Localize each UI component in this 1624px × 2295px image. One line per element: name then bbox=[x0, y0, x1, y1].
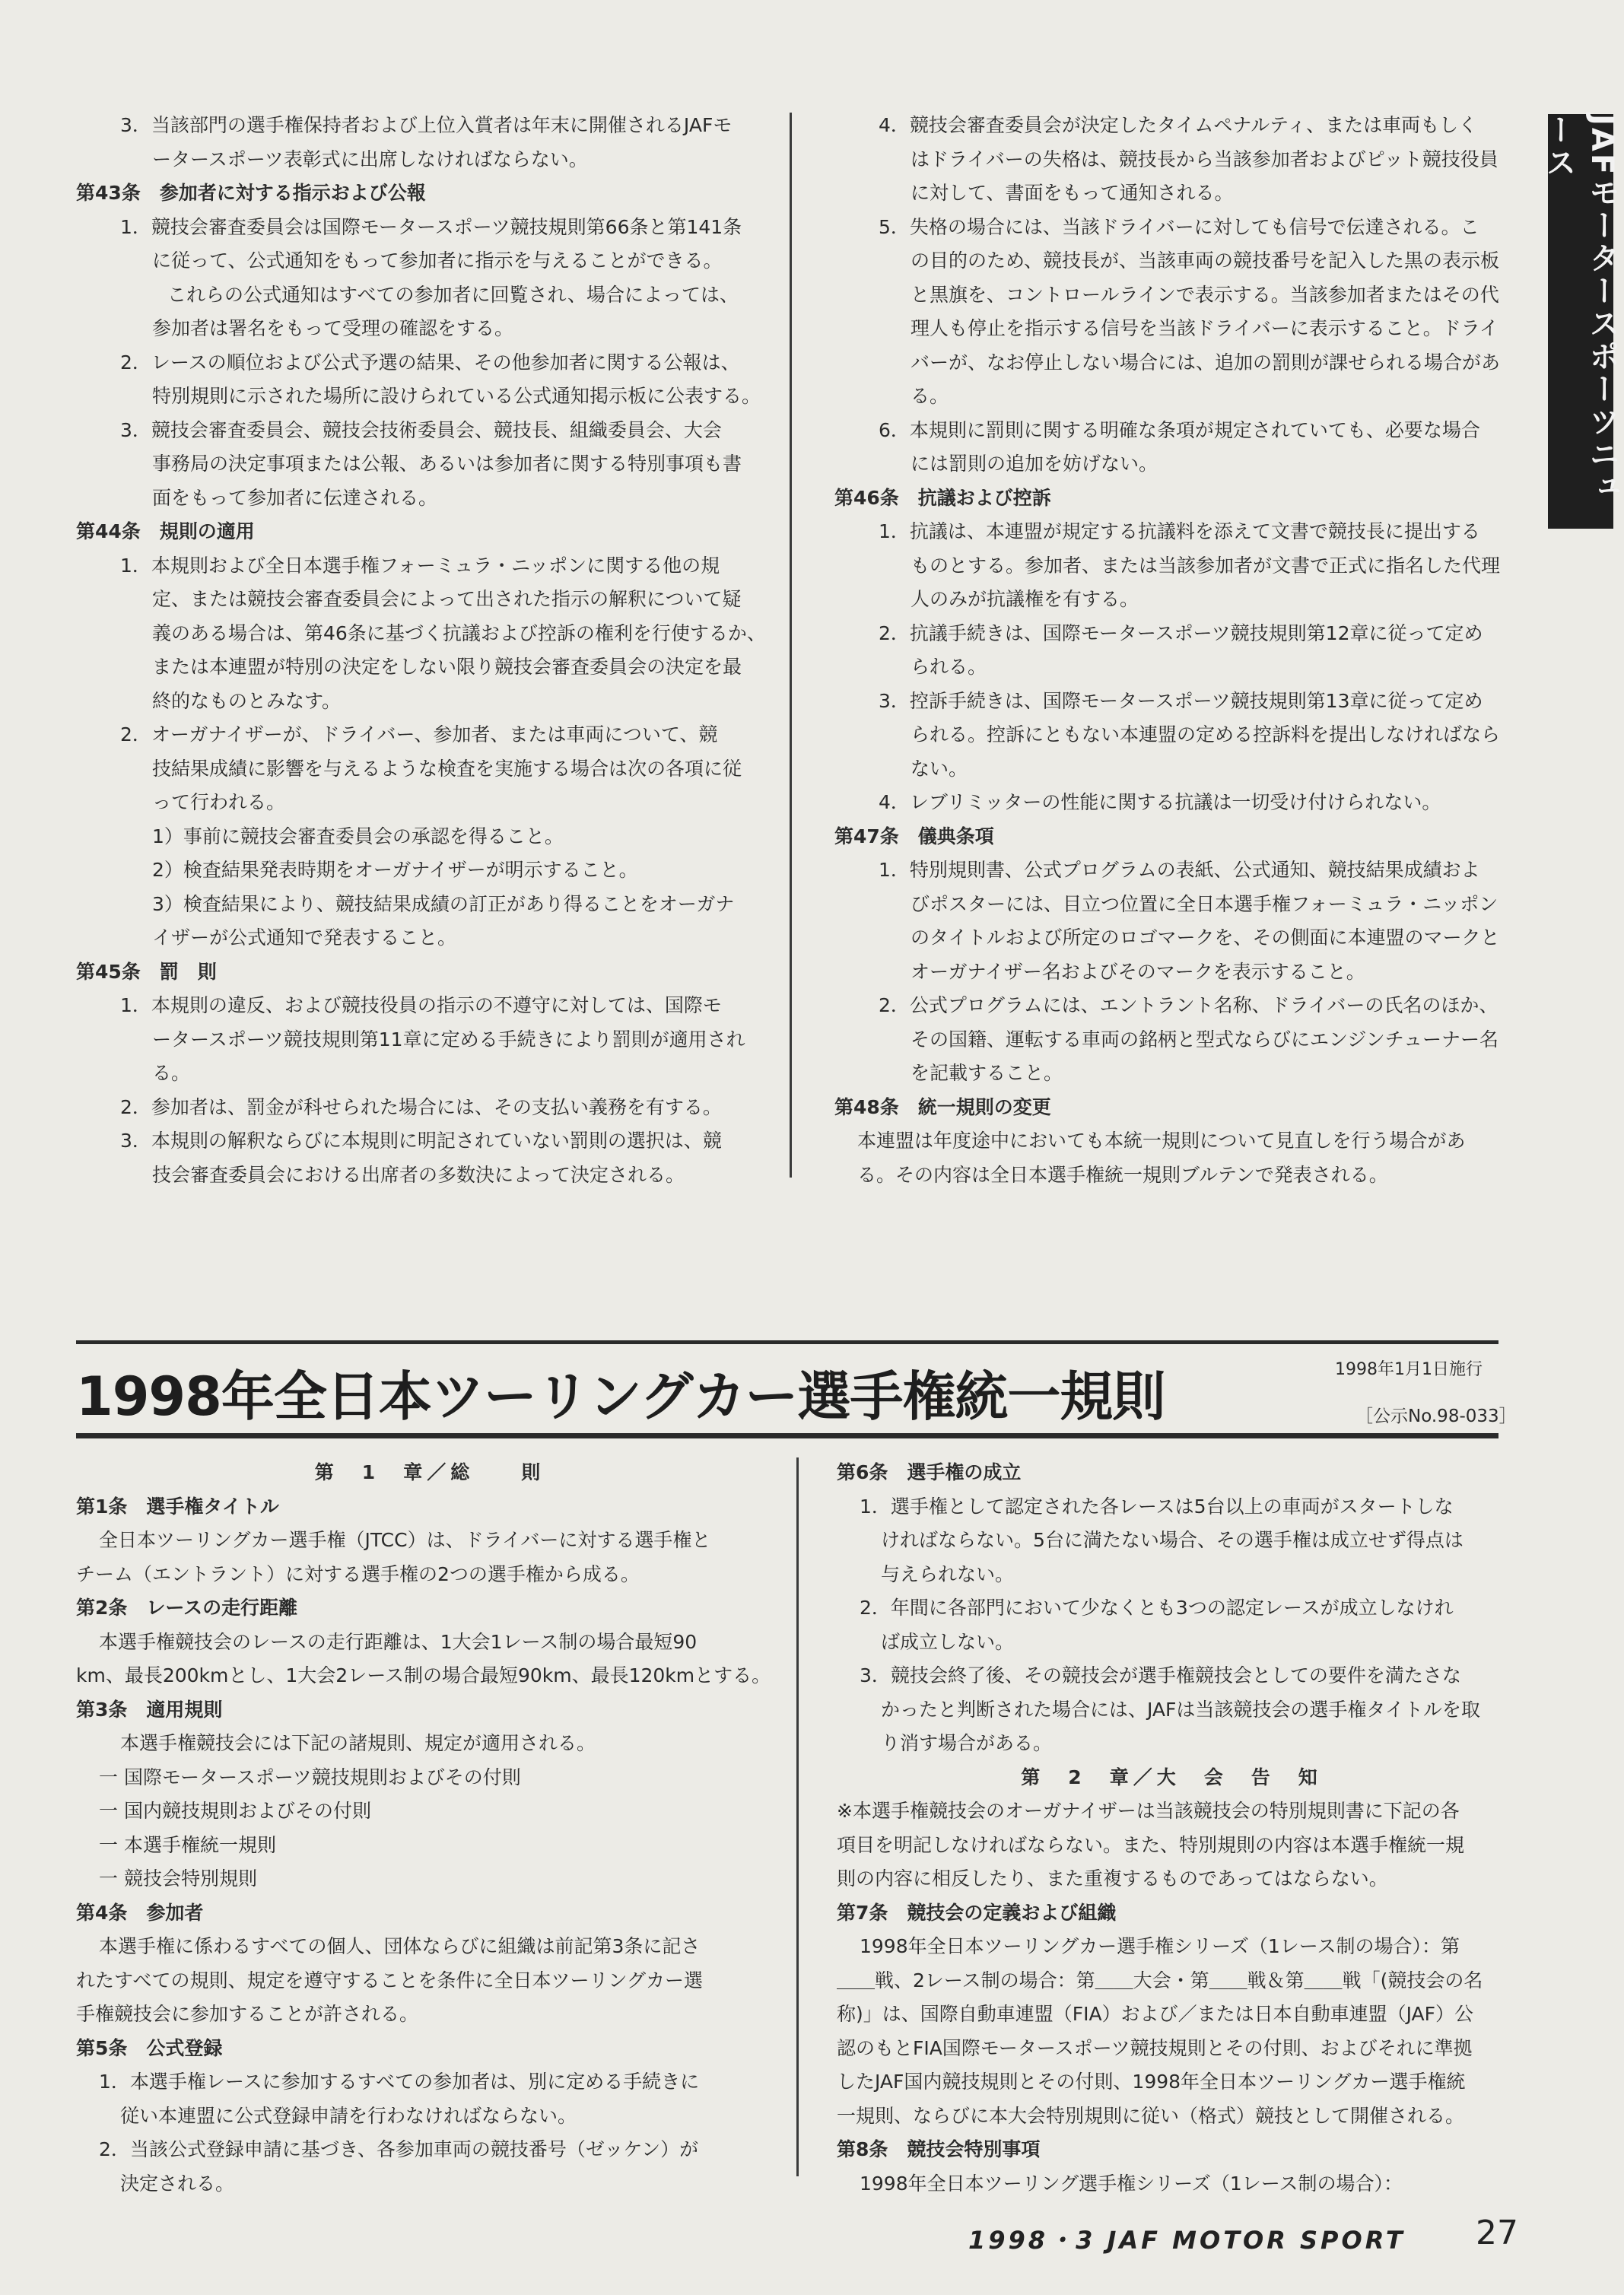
article-heading: 第46条 抗議および控訴 bbox=[834, 486, 1051, 509]
text-line: ない。 bbox=[911, 757, 968, 780]
article-heading: 第3条 適用規則 bbox=[76, 1698, 223, 1721]
article-heading: 第47条 儀典条項 bbox=[834, 825, 994, 847]
magazine-footer: 1998・3 JAF MOTOR SPORT bbox=[968, 2226, 1406, 2255]
text-line: イザーが公式通知で発表すること。 bbox=[152, 927, 457, 949]
text-line: 3．競技会審査委員会、競技会技術委員会、競技長、組織委員会、大会 bbox=[120, 418, 722, 441]
text-line: 手権競技会に参加することが許される。 bbox=[76, 2003, 419, 2025]
text-line: ータースポーツ競技規則第11章に定める手続きにより罰則が適用され bbox=[152, 1028, 745, 1051]
text-line: 面をもって参加者に伝達される。 bbox=[152, 486, 438, 509]
text-line: 2．レースの順位および公式予選の結果、その他参加者に関する公報は、 bbox=[120, 351, 740, 373]
text-line: 6．本規則に罰則に関する明確な条項が規定されていても、必要な場合 bbox=[879, 418, 1480, 441]
text-line: られる。控訴にともない本連盟の定める控訴料を提出しなければなら bbox=[911, 723, 1501, 745]
text-line: る。その内容は全日本選手権統一規則ブルテンで発表される。 bbox=[857, 1163, 1388, 1186]
text-line: 事務局の決定事項または公報、あるいは参加者に関する特別事項も書 bbox=[152, 453, 742, 475]
text-line: 1．特別規則書、公式プログラムの表紙、公式通知、競技結果成績およ bbox=[879, 859, 1480, 881]
text-line: 1998年全日本ツーリング選手権シリーズ（1レース制の場合）： bbox=[860, 2172, 1403, 2195]
article-heading: 第45条 罰 則 bbox=[76, 960, 217, 983]
text-line: 1．本規則の違反、および競技役員の指示の不遵守に対しては、国際モ bbox=[120, 994, 722, 1016]
text-line: 2．オーガナイザーが、ドライバー、参加者、または車両について、競 bbox=[120, 723, 718, 745]
text-line: 項目を明記しなければならない。また、特別規則の内容は本選手権統一規 bbox=[837, 1833, 1465, 1856]
text-line: られる。 bbox=[911, 656, 987, 678]
text-line: かったと判断された場合には、JAFは当該競技会の選手権タイトルを取 bbox=[881, 1698, 1480, 1721]
text-line: 理人も停止を指示する信号を当該ドライバーに表示すること。ドライ bbox=[911, 317, 1499, 339]
text-line: 称)」は、国際自動車連盟（FIA）および／または日本自動車連盟（JAF）公 bbox=[837, 2003, 1474, 2025]
article-heading: 第43条 参加者に対する指示および公報 bbox=[76, 182, 426, 204]
text-line: 本連盟は年度途中においても本統一規則について見直しを行う場合があ bbox=[857, 1130, 1466, 1152]
text-line: 参加者は署名をもって受理の確認をする。 bbox=[152, 317, 514, 339]
text-line: チーム（エントラント）に対する選手権の2つの選手権から成る。 bbox=[76, 1562, 640, 1585]
text-line: 1．選手権として認定された各レースは5台以上の車両がスタートしな bbox=[860, 1495, 1454, 1518]
text-line: びポスターには、目立つ位置に全日本選手権フォーミュラ・ニッポン bbox=[911, 892, 1498, 915]
text-line: 3）検査結果により、競技結果成績の訂正があり得ることをオーガナ bbox=[152, 892, 735, 915]
text-line: 一規則、ならびに本大会特別規則に従い（格式）競技として開催される。 bbox=[837, 2104, 1465, 2127]
text-line: の目的のため、競技長が、当該車両の競技番号を記入した黒の表示板 bbox=[911, 250, 1500, 272]
column-divider-top bbox=[790, 113, 792, 1178]
chapter-heading: 第 2 章／大 会 告 知 bbox=[1021, 1766, 1322, 1788]
text-line: 一 国際モータースポーツ競技規則およびその付則 bbox=[99, 1766, 521, 1788]
text-line: 一 競技会特別規則 bbox=[99, 1867, 257, 1890]
text-line: 1．本選手権レースに参加するすべての参加者は、別に定める手続きに bbox=[99, 2071, 700, 2093]
text-line: 1．競技会審査委員会は国際モータースポーツ競技規則第66条と第141条 bbox=[120, 215, 742, 238]
text-line: ければならない。5台に満たない場合、その選手権は成立せず得点は bbox=[881, 1529, 1464, 1551]
article-heading: 第5条 公式登録 bbox=[76, 2036, 223, 2059]
text-line: 2．参加者は、罰金が科せられた場合には、その支払い義務を有する。 bbox=[120, 1095, 722, 1118]
chapter-heading: 第 1 章／総 則 bbox=[314, 1461, 545, 1483]
text-line: 2．公式プログラムには、エントラント名称、ドライバーの氏名のほか、 bbox=[879, 994, 1498, 1016]
text-line: バーが、なお停止しない場合には、追加の罰則が課せられる場合があ bbox=[911, 351, 1501, 373]
text-line: 義のある場合は、第46条に基づく抗議および控訴の権利を行使するか、 bbox=[152, 621, 766, 644]
text-line: 一 本選手権統一規則 bbox=[99, 1833, 276, 1856]
text-line: に対して、書面をもって通知される。 bbox=[911, 182, 1234, 204]
text-line: 2）検査結果発表時期をオーガナイザーが明示すること。 bbox=[152, 859, 638, 881]
text-line: り消す場合がある。 bbox=[881, 1732, 1053, 1754]
text-line: る。 bbox=[152, 1062, 191, 1084]
text-line: 与えられない。 bbox=[881, 1562, 1015, 1585]
text-line: オーガナイザー名およびそのマークを表示すること。 bbox=[911, 960, 1365, 983]
effective-date: 1998年1月1日施行 bbox=[1335, 1360, 1483, 1379]
text-line: 1．本規則および全日本選手権フォーミュラ・ニッポンに関する他の規 bbox=[120, 554, 720, 577]
text-line: 2．年間に各部門において少なくとも3つの認定レースが成立しなけれ bbox=[860, 1597, 1454, 1619]
text-line: 則の内容に相反したり、また重複するものであってはならない。 bbox=[837, 1867, 1388, 1890]
top-left-column bbox=[76, 109, 776, 1192]
text-line: 全日本ツーリングカー選手権（JTCC）は、ドライバーに対する選手権と bbox=[99, 1529, 711, 1551]
article-heading: 第44条 規則の適用 bbox=[76, 520, 255, 542]
text-line: 3．当該部門の選手権保持者および上位入賞者は年末に開催されるJAFモ bbox=[120, 114, 733, 136]
text-line: 決定される。 bbox=[120, 2172, 235, 2195]
text-line: 4．レブリミッターの性能に関する抗議は一切受け付けられない。 bbox=[879, 791, 1441, 813]
notice-number: ［公示No.98-033］ bbox=[1355, 1407, 1517, 1426]
text-line: 定、または競技会審査委員会によって出された指示の解釈について疑 bbox=[152, 588, 742, 610]
text-line: を記載すること。 bbox=[911, 1062, 1063, 1084]
text-line: 2．抗議手続きは、国際モータースポーツ競技規則第12章に従って定め bbox=[879, 621, 1483, 644]
text-line: 終的なものとみなす。 bbox=[152, 689, 342, 712]
page-number: 27 bbox=[1476, 2214, 1518, 2252]
article-heading: 第8条 競技会特別事項 bbox=[837, 2138, 1041, 2160]
text-line: 技結果成績に影響を与えるような検査を実施する場合は次の各項に従 bbox=[152, 757, 742, 780]
text-line: 1998年全日本ツーリングカー選手権シリーズ（1レース制の場合）：第 bbox=[860, 1935, 1460, 1957]
text-line: ータースポーツ表彰式に出席しなければならない。 bbox=[152, 148, 588, 170]
column-divider-bottom bbox=[796, 1457, 799, 2176]
text-line: ※本選手権競技会のオーガナイザーは当該競技会の特別規則書に下記の各 bbox=[837, 1800, 1460, 1822]
section-tab: JAFモータースポーツニュース bbox=[1548, 114, 1613, 529]
text-line: ものとする。参加者、または当該参加者が文書で正式に指名した代理 bbox=[911, 554, 1501, 577]
bottom-right-column bbox=[837, 1456, 1506, 2201]
text-line: これらの公式通知はすべての参加者に回覧され、場合によっては、 bbox=[167, 283, 739, 306]
text-line: ば成立しない。 bbox=[881, 1630, 1015, 1653]
text-line: 3．競技会終了後、その競技会が選手権競技会としての要件を満たさな bbox=[860, 1664, 1461, 1686]
text-line: 本選手権競技会のレースの走行距離は、1大会1レース制の場合最短90 bbox=[99, 1630, 698, 1653]
text-line: その国籍、運転する車両の銘柄と型式ならびにエンジンチューナー名 bbox=[911, 1028, 1499, 1051]
bottom-left-column bbox=[76, 1456, 783, 2201]
text-line: る。 bbox=[911, 385, 949, 407]
top-right-column bbox=[834, 109, 1519, 1192]
page-title: 1998年全日本ツーリングカー選手権統一規則 bbox=[76, 1365, 1165, 1428]
text-line: ＿＿戦、2レース制の場合：第＿＿大会・第＿＿戦＆第＿＿戦「(競技会の名 bbox=[837, 1969, 1483, 1991]
text-line: と黒旗を、コントロールラインで表示する。当該参加者またはその代 bbox=[911, 283, 1499, 306]
text-line: 本選手権に係わるすべての個人、団体ならびに組織は前記第3条に記さ bbox=[99, 1935, 701, 1957]
article-heading: 第7条 競技会の定義および組織 bbox=[837, 1901, 1117, 1924]
text-line: のタイトルおよび所定のロゴマークを、その側面に本連盟のマークと bbox=[911, 927, 1500, 949]
text-line: 3．控訴手続きは、国際モータースポーツ競技規則第13章に従って定め bbox=[879, 689, 1483, 712]
text-line: 1）事前に競技会審査委員会の承認を得ること。 bbox=[152, 825, 564, 847]
text-line: 4．競技会審査委員会が決定したタイムペナルティ、または車両もしく bbox=[879, 114, 1478, 136]
text-line: に従って、公式通知をもって参加者に指示を与えることができる。 bbox=[152, 250, 723, 272]
article-heading: 第1条 選手権タイトル bbox=[76, 1495, 279, 1518]
text-line: または本連盟が特別の決定をしない限り競技会審査委員会の決定を最 bbox=[152, 656, 742, 678]
text-line: 1．抗議は、本連盟が規定する抗議料を添えて文書で競技長に提出する bbox=[879, 520, 1480, 542]
article-heading: 第2条 レースの走行距離 bbox=[76, 1597, 298, 1619]
article-heading: 第4条 参加者 bbox=[76, 1901, 204, 1924]
text-line: 一 国内競技規則およびその付則 bbox=[99, 1800, 371, 1822]
text-line: って行われる。 bbox=[152, 791, 286, 813]
text-line: 3．本規則の解釈ならびに本規則に明記されていない罰則の選択は、競 bbox=[120, 1130, 722, 1152]
text-line: 人のみが抗議権を有する。 bbox=[911, 588, 1139, 610]
article-heading: 第6条 選手権の成立 bbox=[837, 1461, 1022, 1483]
text-line: れたすべての規則、規定を遵守することを条件に全日本ツーリングカー選 bbox=[76, 1969, 704, 1991]
text-line: には罰則の追加を妨げない。 bbox=[911, 453, 1158, 475]
text-line: 認のもとFIA国際モータースポーツ競技規則とその付則、およびそれに準拠 bbox=[837, 2036, 1473, 2059]
text-line: はドライバーの失格は、競技長から当該参加者およびピット競技役員 bbox=[911, 148, 1498, 170]
text-line: 本選手権競技会には下記の諸規則、規定が適用される。 bbox=[120, 1732, 596, 1754]
text-line: したJAF国内競技規則とその付則、1998年全日本ツーリングカー選手権統 bbox=[837, 2071, 1466, 2093]
text-line: 特別規則に示された場所に設けられている公式通知掲示板に公表する。 bbox=[152, 385, 761, 407]
title-rule-top bbox=[76, 1340, 1498, 1344]
article-heading: 第48条 統一規則の変更 bbox=[834, 1095, 1051, 1118]
text-line: 5．失格の場合には、当該ドライバーに対しても信号で伝達される。こ bbox=[879, 215, 1479, 238]
text-line: 従い本連盟に公式登録申請を行わなければならない。 bbox=[120, 2104, 577, 2127]
text-line: 技会審査委員会における出席者の多数決によって決定される。 bbox=[152, 1163, 685, 1186]
title-rule-bottom bbox=[76, 1433, 1498, 1438]
text-line: km、最長200kmとし、1大会2レース制の場合最短90km、最長120kmとする。 bbox=[76, 1664, 771, 1686]
text-line: 2．当該公式登録申請に基づき、各参加車両の競技番号（ゼッケン）が bbox=[99, 2138, 699, 2160]
